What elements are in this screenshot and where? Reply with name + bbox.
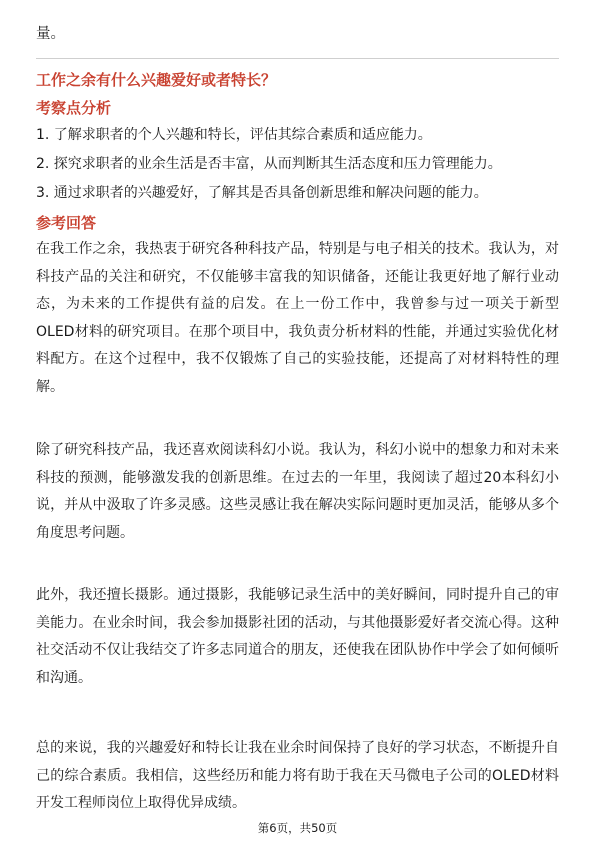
analysis-point: 3. 通过求职者的兴趣爱好，了解其是否具备创新思维和解决问题的能力。 <box>36 185 488 201</box>
analysis-point: 1. 了解求职者的个人兴趣和特长，评估其综合素质和适应能力。 <box>36 127 432 143</box>
answer-paragraph: 在我工作之余，我热衷于研究各种科技产品，特别是与电子相关的技术。我认为，对科技产品的关注和研究，不仅能够丰富我的知识储备，还能让我更好地了解行业动态，为未来的工作提供有益的启发。在上一份工作中，我曾参与过一项关于新型OLED材料的研究项目。在那个项目中，我负责分析材料的性能，并通过实验优化材料配方。在这个过程中，我不仅锻炼了自己的实验技能，还提高了对材料特性的理解。 <box>36 241 559 395</box>
section-divider <box>36 58 559 59</box>
answer-heading: 参考回答 <box>36 214 97 232</box>
question-title: 工作之余有什么兴趣爱好或者特长？ <box>36 71 277 89</box>
answer-paragraph: 此外，我还擅长摄影。通过摄影，我能够记录生活中的美好瞬间，同时提升自己的审美能力。在业余时间，我会参加摄影社团的活动，与其他摄影爱好者交流心得。这种社交活动不仅让我结交了许多志同道合的朋友，还使我在团队协作中学会了如何倾听和沟通。 <box>36 587 559 686</box>
continuation-text: 量。 <box>36 26 65 42</box>
page-number: 第6页，共50页 <box>257 821 338 835</box>
answer-paragraph: 总的来说，我的兴趣爱好和特长让我在业余时间保持了良好的学习状态，不断提升自己的综合素质。我相信，这些经历和能力将有助于我在天马微电子公司的OLED材料开发工程师岗位上取得优异成绩。 <box>36 740 559 811</box>
answer-paragraph: 除了研究科技产品，我还喜欢阅读科幻小说。我认为，科幻小说中的想象力和对未来科技的预测，能够激发我的创新思维。在过去的一年里，我阅读了超过20本科幻小说，并从中汲取了许多灵感。这些灵感让我在解决实际问题时更加灵活，能够从多个角度思考问题。 <box>36 442 559 541</box>
analysis-heading: 考察点分析 <box>36 99 112 117</box>
analysis-point: 2. 探究求职者的业余生活是否丰富，从而判断其生活态度和压力管理能力。 <box>36 156 502 172</box>
